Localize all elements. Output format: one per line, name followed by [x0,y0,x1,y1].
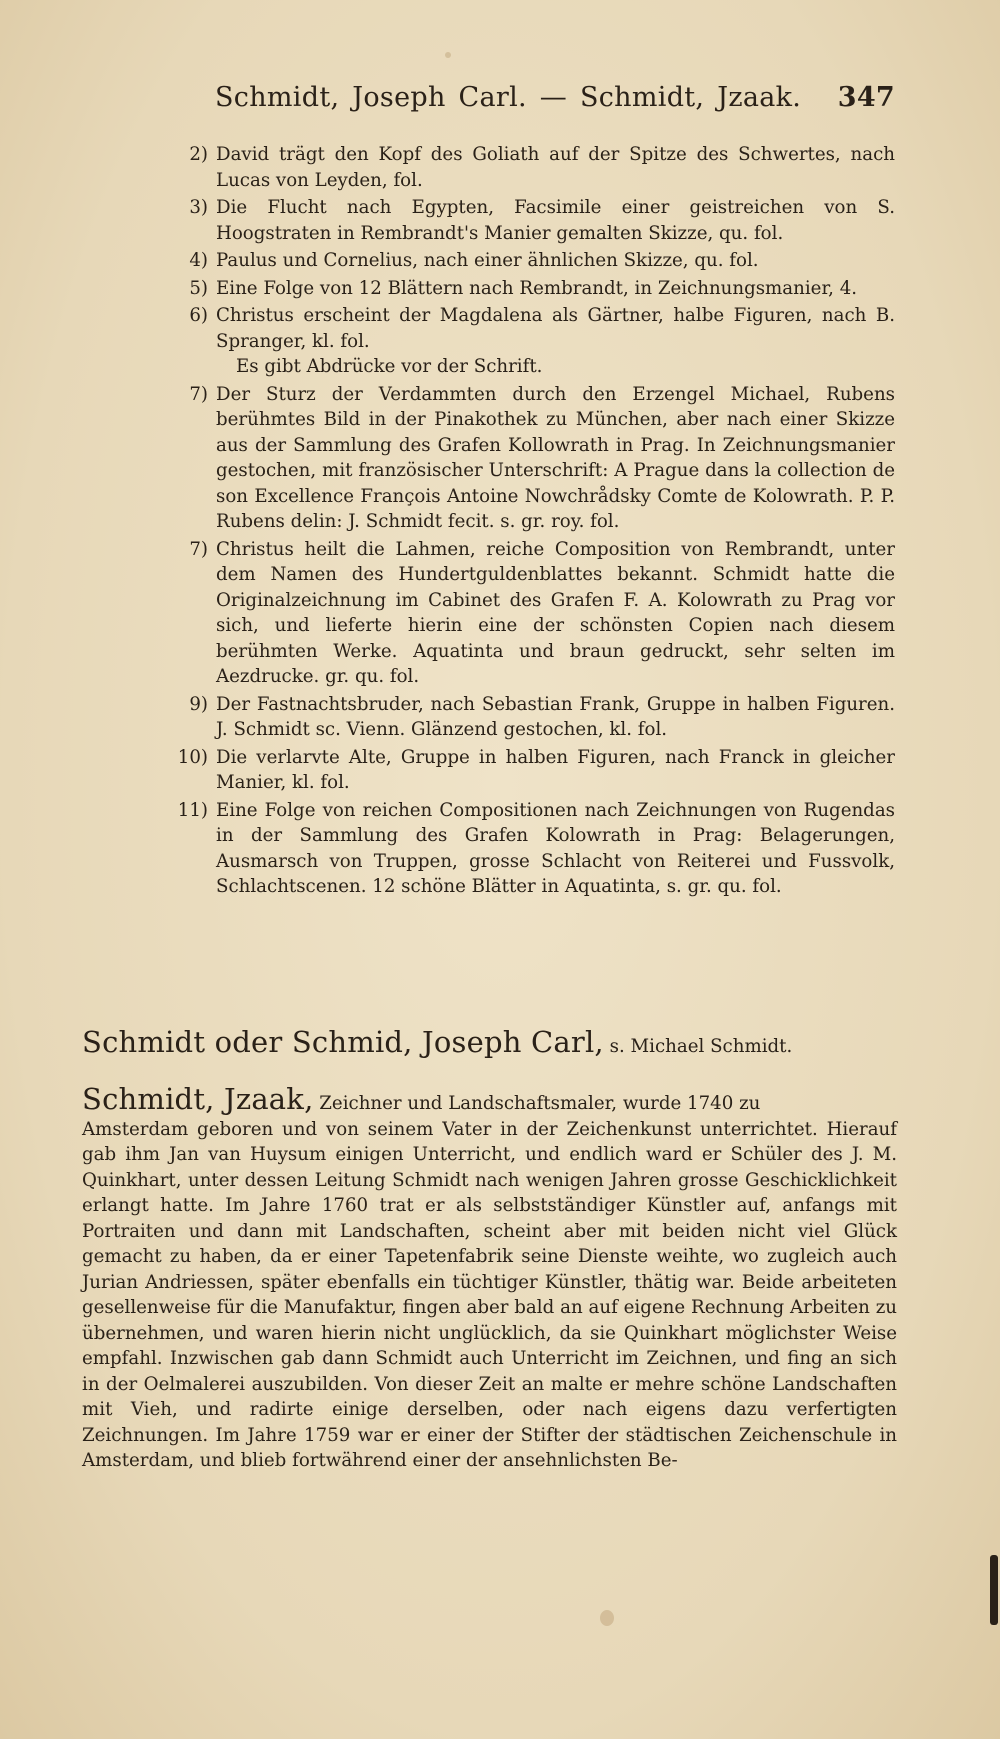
list-item [150,248,895,274]
cross-reference-text: s. Michael Schmidt. [609,1036,793,1057]
entry-number: 3) [189,197,208,218]
list-item [150,537,895,690]
list-item [150,798,895,900]
entry-number: 4) [189,250,208,271]
entry-text: Die Flucht nach Egypten, Facsimile einer geistreichen von S. Hoogstraten in Rembrandt's Manier gemalten Skizze, qu. fol. [216,197,895,244]
entry-number: 11) [177,799,208,821]
list-item [150,745,895,796]
list-item [150,142,895,193]
paper-stain [445,52,451,58]
entry-text: Christus heilt die Lahmen, reiche Composition von Rembrandt, unter dem Namen des Hundertguldenblattes bekannt. Schmidt hatte die Originalzeichnung im Cabinet des Grafen F. A. Kolowrath zu Prag vor sich, und lieferte hierin eine der schönsten Copien nach diesem berühmten Werke. Aquatinta und braun gedruckt, sehr selten im Aezdrucke. gr. qu. fol. [216,538,895,687]
list-item [150,276,895,302]
entry-text: Der Fastnachtsbruder, nach Sebastian Frank, Gruppe in halben Figuren. J. Schmidt sc. Vienn. Glänzend gestochen, kl. fol. [216,693,895,740]
running-head [215,82,895,113]
article-name: Schmidt, Jzaak, [82,1082,314,1116]
entry-text: Die verlarvte Alte, Gruppe in halben Figuren, nach Franck in gleicher Manier, kl. fol. [216,746,895,793]
list-item [150,303,895,380]
entry-text: Christus erscheint der Magdalena als Gärtner, halbe Figuren, nach B. Spranger, kl. fol. [216,305,895,352]
article-body: Amsterdam geboren und von seinem Vater in der Zeichenkunst unterrichtet. Hierauf gab ihm Jan van Huysum einigen Unterricht, und endlich ward er Schüler des J. M. Quinkhart, unter dessen Leitung Schmidt nach wenigen Jahren grosse Geschicklichkeit erlangt hatte. Im Jahre 1760 trat er als selbstständiger Künstler auf, anfangs mit Portraiten und dann mit Landschaften, scheint aber mit beiden nicht viel Glück gemacht zu haben, da er einer Tapetenfabrik seine Dienste weihte, wo zugleich auch Jurian Andriessen, später ebenfalls ein tüchtiger Künstler, thätig war. Beide arbeiteten gesellenweise für die Manufaktur, fingen aber bald an auf eigene Rechnung Arbeiten zu übernehmen, und waren hierin nicht unglücklich, da sie Quinkhart möglichster Weise empfahl. Inzwischen gab dann Schmidt auch Unterricht im Zeichnen, und fing an sich in der Oelmalerei auszubilden. Von dieser Zeit an malte er mehre schöne Landschaften mit Vieh, und radirte einige derselben, oder nach eigens dazu verfertigten Zeichnungen. Im Jahre 1759 war er einer der Stifter der städtischen Zeichenschule in Amsterdam, und blieb fortwährend einer der ansehnlichsten Be- [82,1118,897,1471]
page-number: 347 [837,82,895,113]
paper-stain [600,1610,614,1626]
list-item [150,692,895,743]
entry-text: Eine Folge von reichen Compositionen nach Zeichnungen von Rugendas in der Sammlung des Grafen Kolowrath in Prag: Belagerungen, Ausmarsch von Truppen, grosse Schlacht von Reiterei und Fussvolk, Schlachtscenen. 12 schöne Blätter in Aquatinta, s. gr. qu. fol. [216,799,895,897]
entry-number: 5) [189,277,208,299]
entry-number: 7) [189,383,208,405]
cross-reference-entry [82,1025,897,1060]
entry-number: 10) [177,746,208,768]
entry-number: 6) [189,305,208,326]
entry-number: 9) [189,693,208,715]
entry-number: 7) [189,538,208,560]
cross-reference-name: Schmidt oder Schmid, Joseph Carl, [82,1025,604,1059]
numbered-entry-list [150,142,895,902]
list-item [150,382,895,535]
entry-text: Der Sturz der Verdammten durch den Erzengel Michael, Rubens berühmtes Bild in der Pinakothek zu München, aber nach einer Skizze aus der Sammlung des Grafen Kollowrath in Prag. In Zeichnungsmanier gestochen, mit französischer Unterschrift: A Prague dans la collection de son Excellence François Antoine Nowchrådsky Comte de Kolowrath. P. P. Rubens delin: J. Schmidt fecit. s. gr. roy. fol. [216,383,895,532]
entry-note: Es gibt Abdrücke vor der Schrift. [236,356,543,377]
entry-text: Eine Folge von 12 Blättern nach Rembrandt, in Zeichnungsmanier, 4. [216,277,858,299]
list-item [150,195,895,246]
entry-number: 2) [189,144,208,165]
page-edge-mark [990,1555,998,1625]
article-entry [82,1082,897,1474]
article-lead: Zeichner und Landschaftsmaler, wurde 1740 zu [319,1093,761,1114]
running-head-title: Schmidt, Joseph Carl. — Schmidt, Jzaak. [215,82,802,113]
entry-text: David trägt den Kopf des Goliath auf der Spitze des Schwertes, nach Lucas von Leyden, fol. [216,144,895,191]
entry-text: Paulus und Cornelius, nach einer ähnlichen Skizze, qu. fol. [216,250,759,271]
